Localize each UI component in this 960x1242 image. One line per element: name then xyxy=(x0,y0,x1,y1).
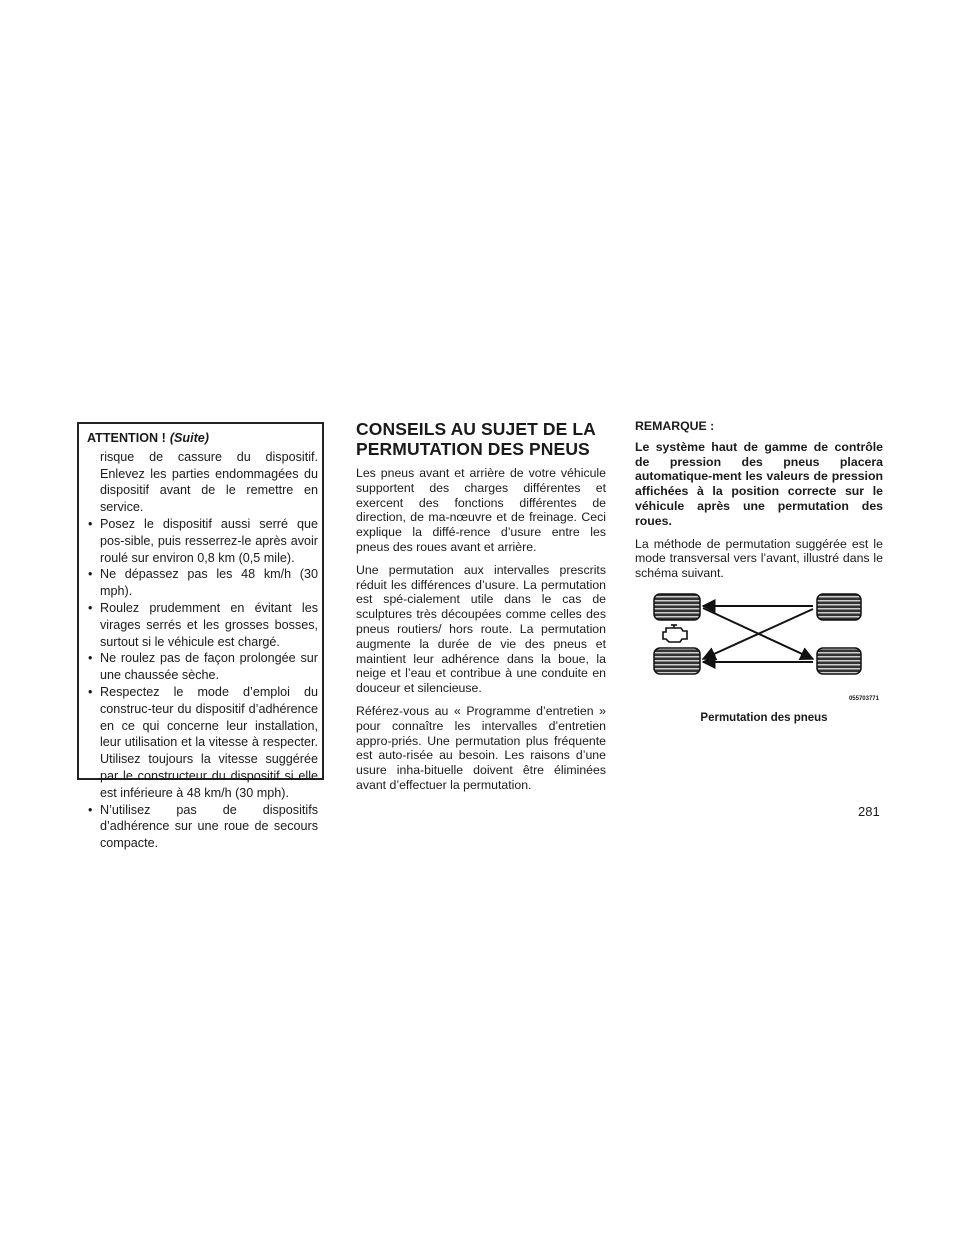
tire-rotation-diagram xyxy=(645,586,883,726)
section-paragraph: Référez-vous au « Programme d’entretien » pour connaître les intervalles d’entretien appro-priés. Une permutation plus fréquente est auto-risée au besoin. Les raisons d’une usure inha-bituelle doivent être éliminées avant d’effectuer la permutation. xyxy=(356,703,606,792)
remark-label: REMARQUE : xyxy=(635,419,715,433)
list-item: • Roulez prudemment en évitant les virages serrés et les grosses bosses, surtout si le véhicule est chargé. xyxy=(87,600,318,650)
attention-title: ATTENTION ! (Suite) xyxy=(87,431,210,445)
tire-front-right xyxy=(817,594,861,620)
remark-section xyxy=(635,419,883,581)
page-number: 281 xyxy=(858,804,880,819)
rotation-diagram-svg xyxy=(645,586,883,706)
figure-caption: Permutation des pneus xyxy=(700,712,828,724)
tire-rear-right xyxy=(817,648,861,674)
remark-bold-text: Le système haut de gamme de contrôle de pression des pneus placera automatique-ment les valeurs de pression affichées à la position correcte sur le véhicule après une permutation des roues. xyxy=(635,439,883,528)
attention-suite: (Suite) xyxy=(169,431,210,445)
attention-list xyxy=(87,516,318,852)
list-item: • Respectez le mode d’emploi du construc-teur du dispositif d’adhérence en ce qui concerne leur installation, leur utilisation et la vitesse à respecter. Utilisez toujours la vitesse suggérée par le constructeur du dispositif si elle est inférieure à 48 km/h (30 mph). xyxy=(87,684,318,802)
tire-rear-left xyxy=(654,648,700,674)
section-paragraph: Une permutation aux intervalles prescrits réduit les différences d’usure. La permutation est spé-cialement utile dans le cas de sculptures très découpées comme celles des pneus routiers/ hors route. La permutation augmente la durée de vie des pneus et maintient leur adhérence dans la boue, la neige et l’eau et contribue à une conduite en douceur et silencieuse. xyxy=(356,562,606,696)
list-item: • N’utilisez pas de dispositifs d’adhérence sur une roue de secours compacte. xyxy=(87,802,318,852)
list-item: • Ne dépassez pas les 48 km/h (30 mph). xyxy=(87,566,318,600)
section-paragraph: Les pneus avant et arrière de votre véhicule supportent des charges différentes et exercent des fonctions différentes de direction, de ma-nœuvre et de freinage. Ceci explique la diffé-rence d’usure entre les pneus des roues avant et arrière. xyxy=(356,466,606,554)
section-title: CONSEILS AU SUJET DE LA PERMUTATION DES PNEUS xyxy=(356,419,596,459)
list-item: • Ne roulez pas de façon prolongée sur une chaussée sèche. xyxy=(87,650,318,684)
tire-rotation-section xyxy=(356,419,606,801)
list-item: • Posez le dispositif aussi serré que pos-sible, puis resserrez-le après avoir roulé sur environ 0,8 km (0,5 mile). xyxy=(87,516,318,566)
figure-code: 055703771 xyxy=(848,696,879,702)
remark-text: La méthode de permutation suggérée est le mode transversal vers l’avant, illustré dans le schéma suivant. xyxy=(635,536,883,581)
attention-box xyxy=(77,422,324,851)
engine-icon xyxy=(663,625,687,642)
tire-front-left xyxy=(654,594,700,620)
attention-continuation: risque de cassure du dispositif. Enlevez les parties endommagées du dispositif avant de le remettre en service. xyxy=(100,449,318,515)
